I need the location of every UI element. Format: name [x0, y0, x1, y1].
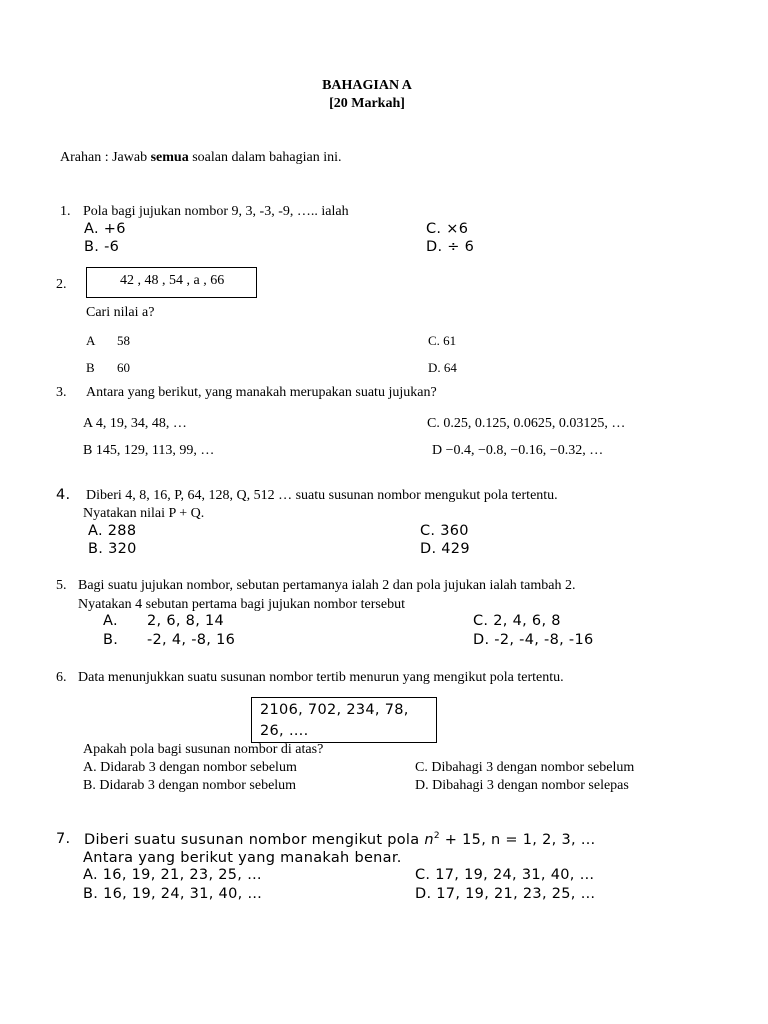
q4-option-b: B. 320	[88, 541, 137, 557]
q5-option-c: C. 2, 4, 6, 8	[473, 613, 561, 629]
q4-option-a: A. 288	[88, 523, 137, 539]
q6-sequence: 2106, 702, 234, 78, 26, ….	[260, 702, 409, 739]
q2-option-d: D. 64	[428, 360, 457, 375]
q2-option-b-letter: B	[86, 360, 95, 375]
q3-option-d: D −0.4, −0.8, −0.16, −0.32, …	[432, 443, 604, 458]
q4-number: 4.	[56, 487, 71, 503]
q6-option-b: B. Didarab 3 dengan nombor sebelum	[83, 778, 297, 793]
q4-option-d: D. 429	[420, 541, 470, 557]
q3-option-a: A 4, 19, 34, 48, …	[83, 416, 187, 431]
q5-option-b-letter: B.	[103, 632, 119, 648]
q1-option-b: B. -6	[84, 239, 120, 255]
q7-variable: n	[424, 831, 434, 848]
instruction-suffix: soalan dalam bahagian ini.	[188, 150, 342, 165]
instruction-prefix: Arahan : Jawab	[60, 150, 151, 165]
q7-number: 7.	[56, 831, 71, 847]
q6-option-d: D. Dibahagi 3 dengan nombor selepas	[415, 778, 629, 793]
q7-option-a: A. 16, 19, 21, 23, 25, …	[83, 867, 262, 883]
q5-text-line2: Nyatakan 4 sebutan pertama bagi jujukan nombor tersebut	[78, 597, 405, 612]
q2-number: 2.	[56, 277, 67, 292]
q3-option-c: C. 0.25, 0.125, 0.0625, 0.03125, …	[427, 416, 626, 431]
q1-option-a: A. +6	[84, 221, 126, 237]
q6-number: 6.	[56, 670, 67, 685]
q7-text-pre: Diberi suatu susunan nombor mengikut pola	[84, 831, 425, 848]
q5-option-a-value: 2, 6, 8, 14	[147, 613, 225, 629]
q4-option-c: C. 360	[420, 523, 469, 539]
section-marks: [20 Markah]	[329, 96, 405, 111]
q6-option-a: A. Didarab 3 dengan nombor sebelum	[83, 760, 297, 775]
q7-text	[84, 831, 596, 848]
q3-number: 3.	[56, 385, 67, 400]
q2-option-a-letter: A	[86, 333, 96, 348]
q2-option-b-value: 60	[117, 360, 130, 375]
q7-option-c: C. 17, 19, 24, 31, 40, …	[415, 867, 595, 883]
q7-text-post: + 15, n = 1, 2, 3, …	[439, 831, 596, 848]
q5-text: Bagi suatu jujukan nombor, sebutan pertamanya ialah 2 dan pola jujukan ialah tambah 2.	[78, 578, 576, 593]
q1-option-d: D. ÷ 6	[426, 239, 475, 255]
q6-text: Data menunjukkan suatu susunan nombor tertib menurun yang mengikut pola tertentu.	[78, 670, 564, 685]
q5-option-d: D. -2, -4, -8, -16	[473, 632, 594, 648]
q1-number: 1.	[60, 204, 71, 219]
q5-number: 5.	[56, 578, 67, 593]
q7-exponent: 2	[433, 831, 440, 841]
q7-option-d: D. 17, 19, 21, 23, 25, …	[415, 886, 596, 902]
q5-option-a-letter: A.	[103, 613, 118, 629]
q7-text-line2: Antara yang berikut yang manakah benar.	[83, 850, 402, 866]
q1-text: Pola bagi jujukan nombor 9, 3, -3, -9, ….. ialah	[83, 204, 349, 219]
instruction-bold: semua	[150, 150, 189, 165]
q2-sequence: 42 , 48 , 54 , a , 66	[120, 273, 225, 288]
q6-question: Apakah pola bagi susunan nombor di atas?	[83, 742, 324, 757]
q5-option-b-value: -2, 4, -8, 16	[147, 632, 236, 648]
q4-text-line2: Nyatakan nilai P + Q.	[83, 506, 205, 521]
q2-question: Cari nilai a?	[86, 305, 155, 320]
q2-option-c: C. 61	[428, 333, 457, 348]
q1-option-c: C. ×6	[426, 221, 469, 237]
q3-text: Antara yang berikut, yang manakah merupakan suatu jujukan?	[86, 385, 437, 400]
section-title: BAHAGIAN A	[322, 78, 412, 93]
q7-option-b: B. 16, 19, 24, 31, 40, …	[83, 886, 263, 902]
q6-option-c: C. Dibahagi 3 dengan nombor sebelum	[415, 760, 635, 775]
q3-option-b: B 145, 129, 113, 99, …	[83, 443, 215, 458]
instruction	[60, 150, 342, 166]
q4-text: Diberi 4, 8, 16, P, 64, 128, Q, 512 … suatu susunan nombor mengukut pola tertentu.	[86, 488, 558, 503]
q2-option-a-value: 58	[117, 333, 130, 348]
